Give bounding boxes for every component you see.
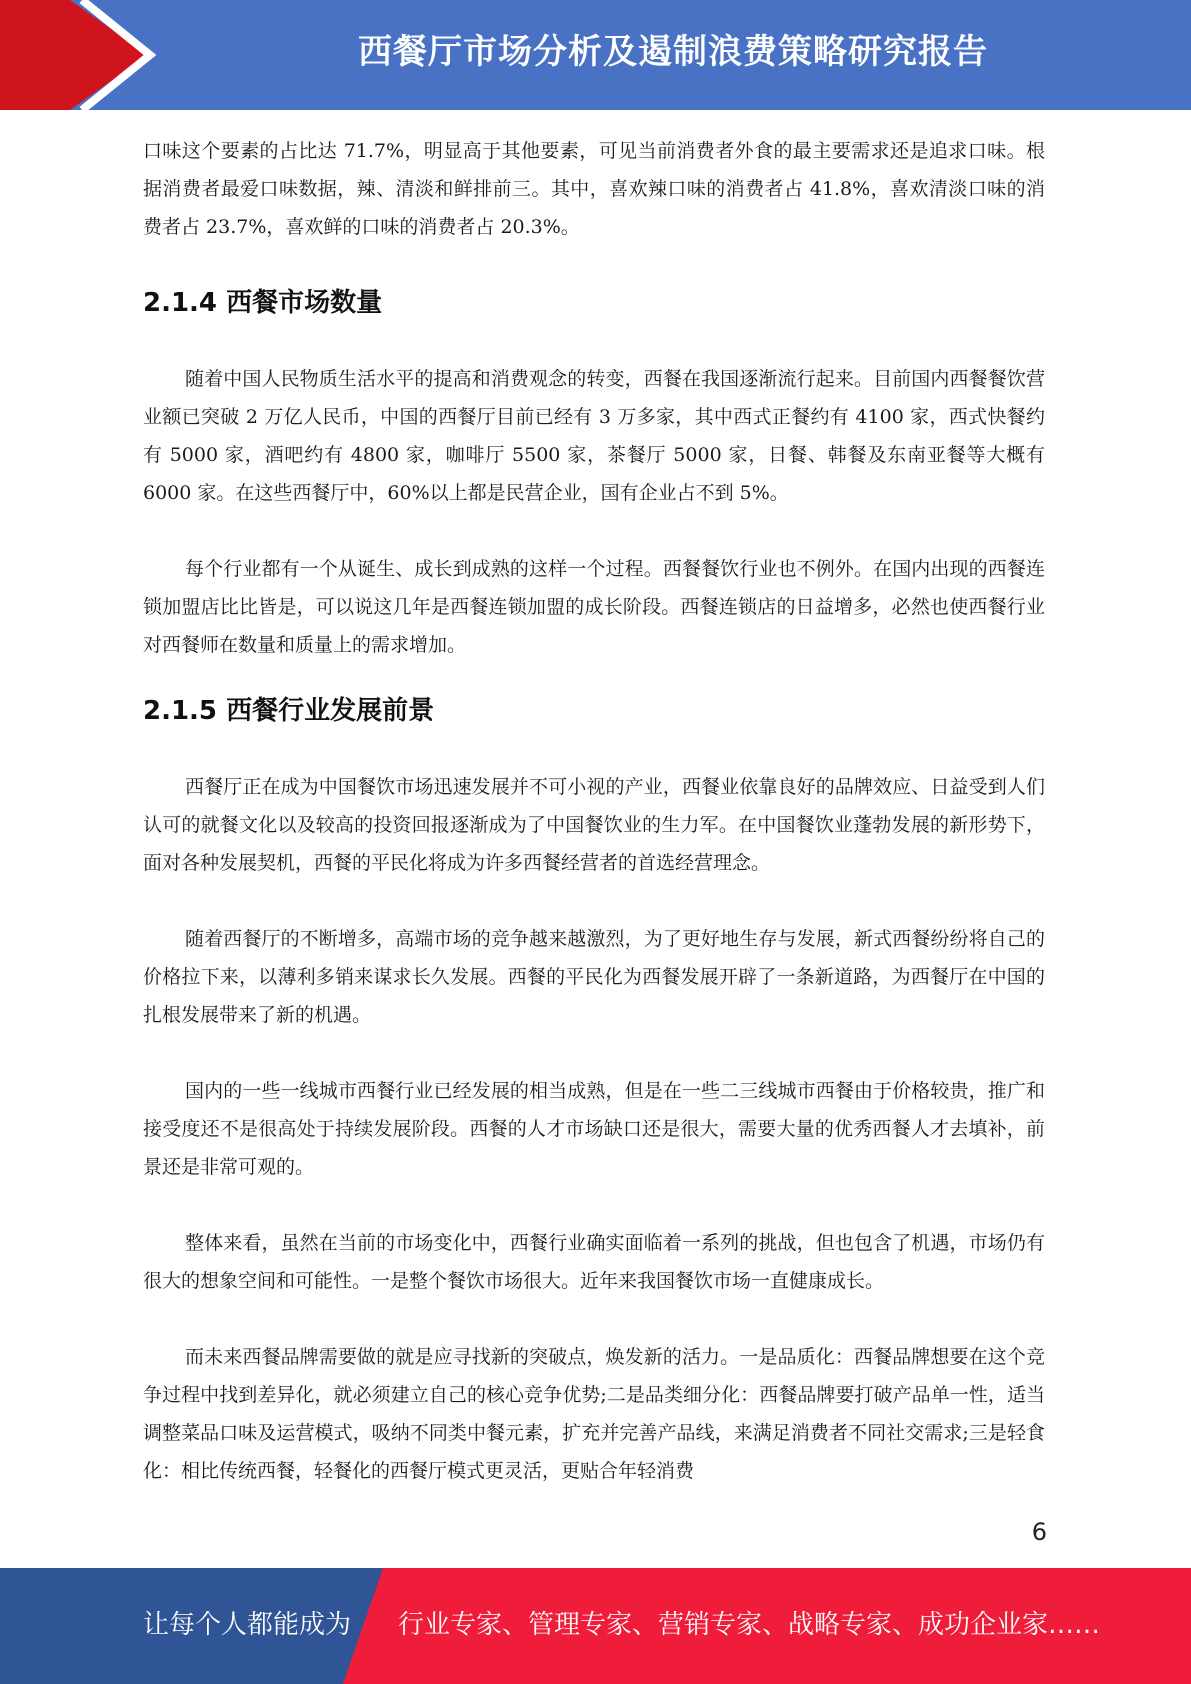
report-title: 西餐厅市场分析及遏制浪费策略研究报告 xyxy=(358,32,988,72)
page-header xyxy=(0,0,1191,110)
footer-slogan-left: 让每个人都能成为 xyxy=(143,1610,352,1640)
page-footer xyxy=(0,1568,1191,1684)
paragraph: 而未来西餐品牌需要做的就是应寻找新的突破点，焕发新的活力。一是品质化：西餐品牌想要在这个竞争过程中找到差异化，就必须建立自己的核心竞争优势;二是品类细分化：西餐品牌要打破产品单一性，适当调整菜品口味及运营模式，吸纳不同类中餐元素，扩充并完善产品线，来满足消费者不同社交需求;三是轻食化：相比传统西餐，轻餐化的西餐厅模式更灵活，更贴合年轻消费 xyxy=(143,1346,1045,1482)
paragraph: 西餐厅正在成为中国餐饮市场迅速发展并不可小视的产业，西餐业依靠良好的品牌效应、日益受到人们认可的就餐文化以及较高的投资回报逐渐成为了中国餐饮业的生力军。在中国餐饮业蓬勃发展的新形势下，面对各种发展契机，西餐的平民化将成为许多西餐经营者的首选经营理念。 xyxy=(143,776,1045,874)
paragraph: 随着中国人民物质生活水平的提高和消费观念的转变，西餐在我国逐渐流行起来。目前国内西餐餐饮营业额已突破 2 万亿人民币，中国的西餐厅目前已经有 3 万多家，其中西式正餐约有 4100 家，西式快餐约有 5000 家，酒吧约有 4800 家，咖啡厅 5500 家，茶餐厅 5000 家，日餐、韩餐及东南亚餐等大概有 6000 家。在这些西餐厅中，60%以上都是民营企业，国有企业占不到 5%。 xyxy=(143,368,1045,504)
page-number: 6 xyxy=(1031,1518,1047,1546)
page-content xyxy=(143,132,1045,1490)
paragraph: 国内的一些一线城市西餐行业已经发展的相当成熟，但是在一些二三线城市西餐由于价格较贵，推广和接受度还不是很高处于持续发展阶段。西餐的人才市场缺口还是很大，需要大量的优秀西餐人才去填补，前景还是非常可观的。 xyxy=(143,1080,1045,1178)
paragraph: 每个行业都有一个从诞生、成长到成熟的这样一个过程。西餐餐饮行业也不例外。在国内出现的西餐连锁加盟店比比皆是，可以说这几年是西餐连锁加盟的成长阶段。西餐连锁店的日益增多，必然也使西餐行业对西餐师在数量和质量上的需求增加。 xyxy=(143,558,1045,656)
section-heading-2-1-4: 2.1.4 西餐市场数量 xyxy=(143,288,383,318)
paragraph: 整体来看，虽然在当前的市场变化中，西餐行业确实面临着一系列的挑战，但也包含了机遇，市场仍有很大的想象空间和可能性。一是整个餐饮市场很大。近年来我国餐饮市场一直健康成长。 xyxy=(143,1232,1045,1292)
header-arrow-decoration xyxy=(0,0,160,110)
paragraph: 随着西餐厅的不断增多，高端市场的竞争越来越激烈，为了更好地生存与发展，新式西餐纷纷将自己的价格拉下来，以薄利多销来谋求长久发展。西餐的平民化为西餐发展开辟了一条新道路，为西餐厅在中国的扎根发展带来了新的机遇。 xyxy=(143,928,1045,1026)
section-heading-2-1-5: 2.1.5 西餐行业发展前景 xyxy=(143,696,435,726)
intro-paragraph: 口味这个要素的占比达 71.7%，明显高于其他要素，可见当前消费者外食的最主要需求还是追求口味。根据消费者最爱口味数据，辣、清淡和鲜排前三。其中，喜欢辣口味的消费者占 41.8%，喜欢清淡口味的消费者占 23.7%，喜欢鲜的口味的消费者占 20.3%。 xyxy=(143,140,1045,238)
footer-slogan-right: 行业专家、管理专家、营销专家、战略专家、成功企业家…… xyxy=(398,1610,1101,1640)
